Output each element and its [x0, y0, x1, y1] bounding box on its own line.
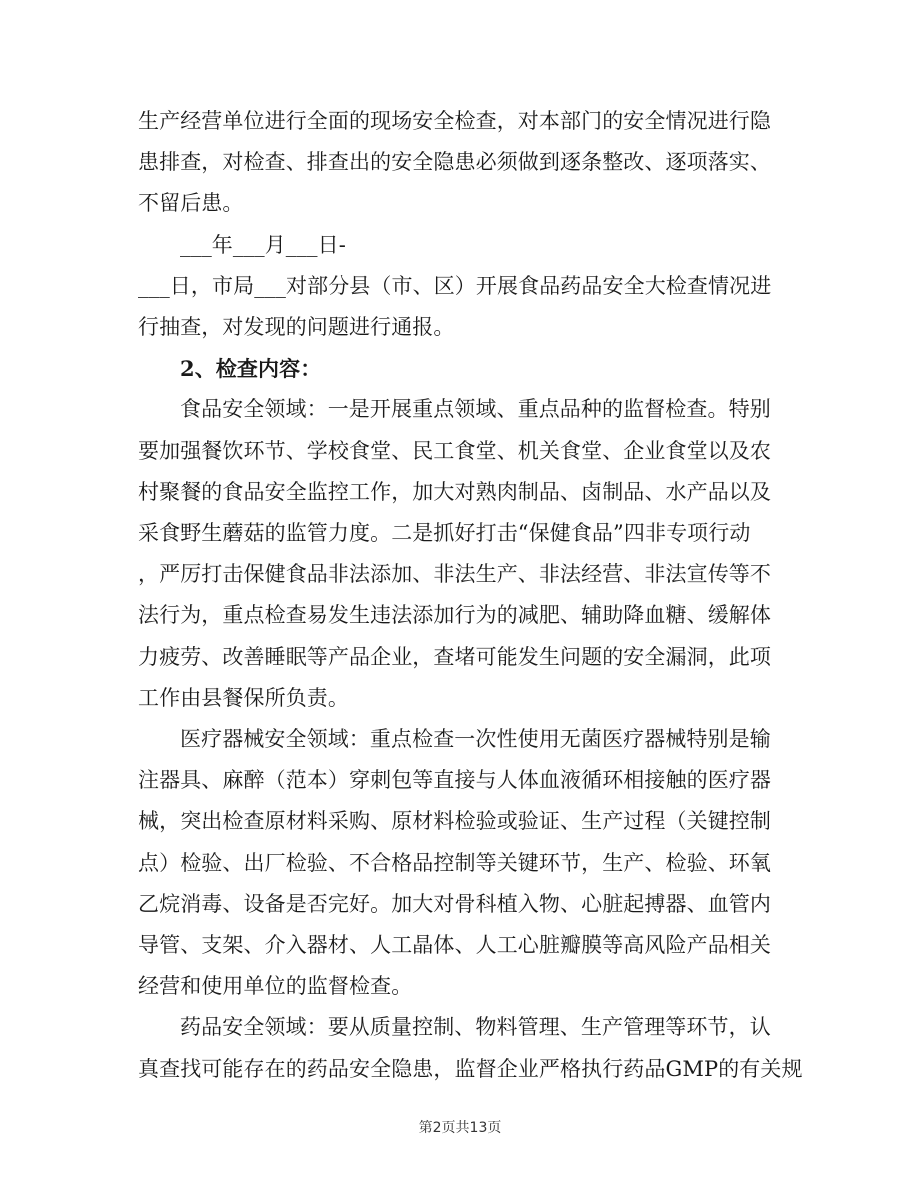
text-line: 经营和使用单位的监督检查。 [138, 974, 413, 998]
text-line: ，严厉打击保健食品非法添加、非法生产、非法经营、非法宣传等不 [138, 562, 771, 586]
text-line: 法行为，重点检查易发生违法添加行为的减肥、辅助降血糖、缓解体 [138, 603, 771, 627]
text-line: ___日，市局___对部分县（市、区）开展食品药品安全大检查情况进 [138, 274, 772, 298]
text-line: 工作由县餐保所负责。 [138, 686, 349, 710]
page-footer: 第2页共13页 [418, 1120, 502, 1136]
text-line: 村聚餐的食品安全监控工作，加大对熟肉制品、卤制品、水产品以及 [138, 480, 771, 504]
text-line: 真查找可能存在的药品安全隐患，监督企业严格执行药品GMP的有关规 [138, 1057, 803, 1081]
text-line: 食品安全领域：一是开展重点领域、重点品种的监督检查。特别 [180, 397, 771, 421]
text-line: 要加强餐饮环节、学校食堂、民工食堂、机关食堂、企业食堂以及农 [138, 439, 771, 463]
text-line: 力疲劳、改善睡眠等产品企业，查堵可能发生问题的安全漏洞，此项 [138, 645, 771, 669]
text-line: 点）检验、出厂检验、不合格品控制等关键环节，生产、检验、环氧 [138, 851, 771, 875]
text-line: 患排查，对检查、排查出的安全隐患必须做到逐条整改、逐项落实、 [138, 150, 771, 174]
text-line: 械，突出检查原材料采购、原材料检验或验证、生产过程（关键控制 [138, 809, 771, 833]
text-line: 采食野生蘑菇的监管力度。二是抓好打击“保健食品”四非专项行动 [138, 521, 751, 545]
text-line: 不留后患。 [138, 191, 244, 215]
text-line: 导管、支架、介入器材、人工晶体、人工心脏瓣膜等高风险产品相关 [138, 933, 771, 957]
text-line: 药品安全领域：要从质量控制、物料管理、生产管理等环节，认 [180, 1015, 771, 1039]
text-line: 行抽查，对发现的问题进行通报。 [138, 315, 455, 339]
text-line: 生产经营单位进行全面的现场安全检查，对本部门的安全情况进行隐 [138, 109, 771, 133]
text-line: 乙烷消毒、设备是否完好。加大对骨科植入物、心脏起搏器、血管内 [138, 892, 771, 916]
date-line: ___年___月___日- [180, 233, 346, 257]
text-line: 医疗器械安全领域：重点检查一次性使用无菌医疗器械特别是输 [180, 727, 771, 751]
text-line: 注器具、麻醉（范本）穿刺包等直接与人体血液循环相接触的医疗器 [138, 768, 771, 792]
section-heading: 2、检查内容： [180, 356, 322, 381]
